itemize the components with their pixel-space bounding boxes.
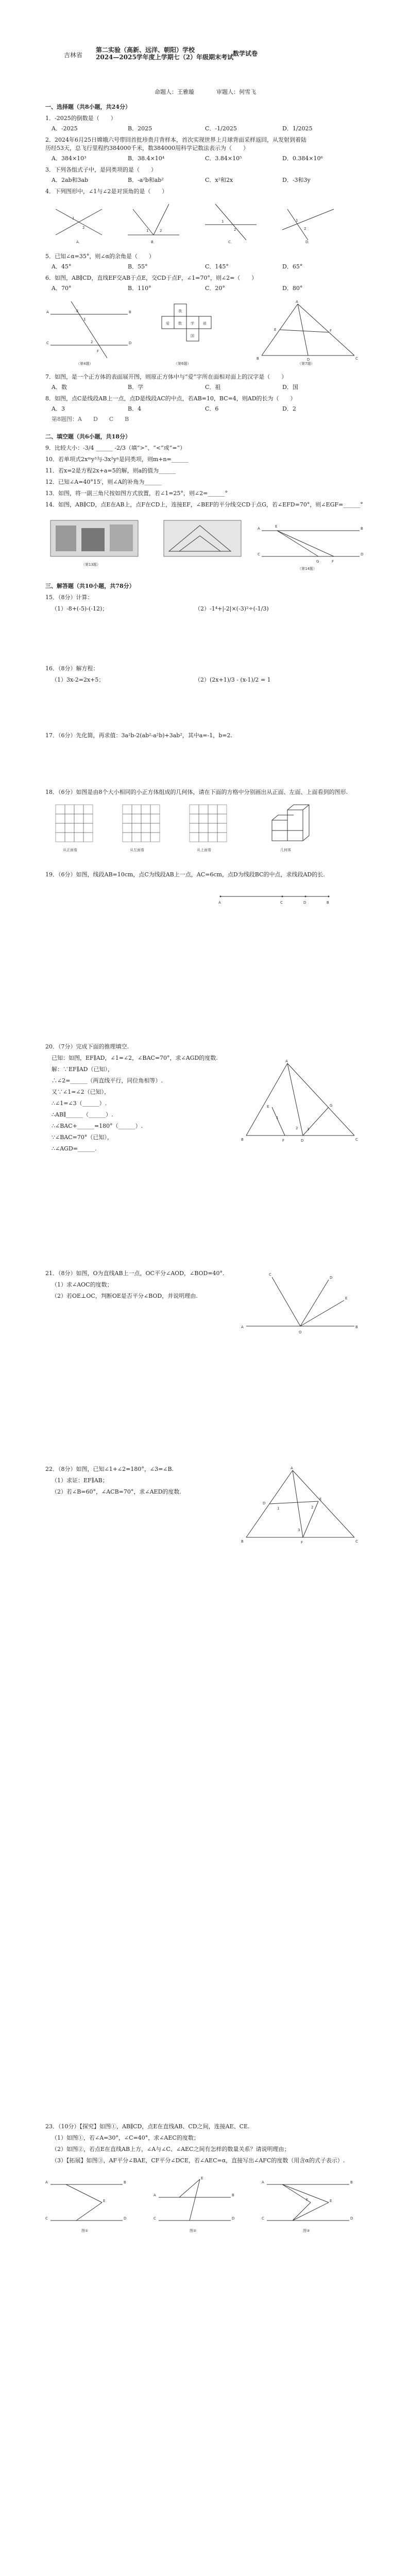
svg-text:E: E xyxy=(76,309,79,313)
q8-option-d[interactable]: D．2 xyxy=(282,405,296,412)
q14-text: 14．如图，AB∥CD，点E在AB上，点F在CD上，连接EF，∠BEF的平分线交CD于点G，若∠EFD=70°，则∠EGF=______° xyxy=(45,501,363,508)
q4-figures xyxy=(45,199,364,245)
q2-option-d[interactable]: D．0.384×10⁶ xyxy=(282,155,323,162)
q22-angle-1: 1 xyxy=(277,1506,280,1511)
svg-text:D: D xyxy=(124,2216,127,2221)
q5-stem: 5．已知∠α=35°，则∠α的余角是（ ） xyxy=(45,253,155,260)
svg-text:1: 1 xyxy=(221,219,224,224)
q1-option-b[interactable]: B．2025 xyxy=(128,125,152,132)
q23-figure-2 xyxy=(154,2176,234,2233)
svg-text:D: D xyxy=(361,552,364,556)
q20-label-e: E xyxy=(267,1105,269,1109)
section3-title: 三、解答题（共10小题，共78分） xyxy=(45,583,135,589)
q6-option-c[interactable]: C．20° xyxy=(205,285,225,292)
fig7-label-e: E xyxy=(274,328,277,332)
svg-text:B: B xyxy=(350,2180,353,2184)
q7-option-a[interactable]: A．数 xyxy=(52,384,67,391)
svg-text:1: 1 xyxy=(72,216,75,221)
fig-caption-14: （第14题） xyxy=(298,567,317,571)
q21-label-o: O xyxy=(299,1330,302,1334)
svg-text:F: F xyxy=(332,560,334,564)
q18-grid-front-caption: 从正面看 xyxy=(63,848,77,852)
section-multiple-choice xyxy=(45,103,364,927)
fig-caption-4: （第4题） xyxy=(76,362,93,366)
q15-part1: （1）-8+(-5)-(-12)； xyxy=(52,605,108,612)
q18-grids xyxy=(45,800,364,861)
q23-fig1-caption: 图① xyxy=(81,2229,89,2233)
svg-text:B: B xyxy=(361,527,363,531)
q22-label-d: D xyxy=(263,1501,266,1505)
svg-text:E: E xyxy=(103,2199,106,2203)
q21-label-e: E xyxy=(345,1296,348,1300)
figure-q14-lines xyxy=(258,524,363,571)
q20-label-g: G xyxy=(330,1104,333,1108)
q5-option-c[interactable]: C．145° xyxy=(205,263,229,270)
cube-face-2: 爱 xyxy=(166,321,169,326)
svg-text:A: A xyxy=(258,527,260,531)
q13-text: 13．如图，将一副三角尺按如图方式放置，若∠1=25°，则∠2=______° xyxy=(45,490,228,497)
q21-part1: （1）求∠AOC的度数； xyxy=(52,1281,113,1288)
q15-stem: 15．（8分）计算： xyxy=(45,594,93,601)
q1-option-a[interactable]: A．-2025 xyxy=(52,125,78,132)
q7-stem: 7．如图，是一个正方体的表面展开图，则原正方体中与“爱”字所在面相对面上的汉字是（ ） xyxy=(45,374,287,380)
q21-stem: 21．（8分）如图，O为直线AB上一点，OC平分∠AOD，∠BOD=40°. xyxy=(45,1270,225,1277)
svg-text:A: A xyxy=(154,2193,156,2197)
q4-figure-d xyxy=(282,209,334,244)
q19-label-b: B xyxy=(327,901,329,905)
q8-figure-note: 第8题图：A D C B xyxy=(52,416,129,422)
page2-content xyxy=(45,1043,364,1970)
reviewer: 审题人：何雪飞 xyxy=(216,89,256,95)
q23-part2: （2）如图②，若点E在直线AB上方，∠A与∠C、∠AEC之间有怎样的数量关系？请说明理由； xyxy=(52,2146,290,2153)
svg-text:B: B xyxy=(129,310,131,314)
q20-angle-1: 1 xyxy=(276,1116,279,1120)
fig7-label-b: B xyxy=(257,357,259,361)
svg-text:F: F xyxy=(97,349,99,353)
q20-line-9: ∴∠AGD=______. xyxy=(52,1145,97,1152)
svg-text:2: 2 xyxy=(304,227,306,231)
q8-option-c[interactable]: C．6 xyxy=(205,405,219,412)
q19-stem: 19．（6分）如图，线段AB=10cm，点C为线段AB上一点，AC=6cm，点D为线段BC的中点，求线段AD的长. xyxy=(45,871,325,878)
q4-fig-c-label: C． xyxy=(228,240,234,244)
svg-text:B: B xyxy=(124,2180,126,2184)
q22-angle-2: 2 xyxy=(311,1505,314,1510)
q20-figure xyxy=(241,1058,360,1146)
figure-q13-triangles xyxy=(164,520,241,556)
q5-option-a[interactable]: A．45° xyxy=(52,263,72,270)
q11-text: 11．若x=2是方程2x+a=5的解，则a的值为______ xyxy=(45,467,176,474)
svg-text:D: D xyxy=(232,2216,235,2221)
q21-label-a: A xyxy=(241,1325,244,1329)
q20-angle-2: 2 xyxy=(296,1126,298,1130)
q3-option-d[interactable]: D．-3和3y xyxy=(282,177,311,183)
q4-fig-a-label: A． xyxy=(76,240,82,244)
q23-part3: （3）【拓展】如图③，AF平分∠BAE，CF平分∠DCE，若∠AEC=α，直接写出∠AFC的度数（用含α的式子表示）. xyxy=(52,2157,345,2164)
q21-label-d: D xyxy=(330,1276,333,1280)
q21-label-c: C xyxy=(269,1273,271,1277)
q20-label-f: F xyxy=(282,1139,285,1143)
fig7-label-c: C xyxy=(355,357,358,361)
svg-text:2: 2 xyxy=(160,229,162,233)
q22-label-b: B xyxy=(241,1539,244,1544)
figure-q13-photo xyxy=(50,520,138,567)
q23-stem: 23．（10分）【探究】如图①，AB∥CD，点E在直线AB、CD之间，连接AE、CE. xyxy=(45,2123,250,2130)
q20-angle-3: 3 xyxy=(307,1127,310,1131)
q23-figures xyxy=(45,2174,364,2236)
q22-label-a: A xyxy=(291,1466,293,1470)
q4-figure-c xyxy=(205,204,257,244)
q4-figure-a xyxy=(56,209,102,244)
section1-title: 一、选择题（共8小题，共24分） xyxy=(45,104,131,110)
q23-figure-3 xyxy=(262,2180,353,2233)
svg-text:2: 2 xyxy=(82,226,85,230)
q22-label-c: C xyxy=(355,1539,358,1544)
q5-option-b[interactable]: B．55° xyxy=(128,263,148,270)
q6-option-d[interactable]: D．80° xyxy=(282,285,303,292)
svg-text:C: C xyxy=(46,341,49,345)
figures-row-q4-q6-q7 xyxy=(45,299,364,366)
q19-label-d: D xyxy=(303,901,306,905)
exam-title-line1: 第二实验（高新、远洋、朝阳）学校 xyxy=(96,46,195,54)
q16-part1: （1）3x-2=2x+5； xyxy=(52,676,105,683)
q7-option-c[interactable]: C．祖 xyxy=(205,384,221,391)
q18-grid-front xyxy=(56,805,93,852)
section2-title: 二、填空题（共6小题，共18分） xyxy=(45,433,131,440)
q1-stem: 1．-2025的倒数是（ ） xyxy=(45,115,116,122)
q22-part2: （2）若∠B=60°，∠ACB=70°，求∠AED的度数. xyxy=(52,1488,181,1495)
school-prefix: 吉林省 xyxy=(64,52,83,59)
q23-figure-1 xyxy=(45,2180,126,2233)
q18-solid-caption: 几何体 xyxy=(280,848,291,852)
fig-caption-6: （第6题） xyxy=(174,362,191,366)
svg-text:D: D xyxy=(129,341,132,345)
q19-label-a: A xyxy=(218,901,221,905)
q3-option-b[interactable]: B．-a²b和ab² xyxy=(128,177,164,183)
q22-part1: （1）求证：EF∥AB； xyxy=(52,1477,108,1484)
q19-label-c: C xyxy=(280,901,283,905)
q3-stem: 3．下列各组式子中，是同类项的是（ ） xyxy=(45,166,157,173)
q2-option-c[interactable]: C．3.84×10⁵ xyxy=(205,155,242,162)
q20-stem: 20．（7分）完成下面的推理填空. xyxy=(45,1043,129,1050)
q20-label-b: B xyxy=(241,1138,244,1142)
figures-row-q13-q14 xyxy=(45,515,364,572)
q4-fig-d-label: D． xyxy=(305,240,312,244)
svg-text:A: A xyxy=(45,2180,48,2184)
q21-label-b: B xyxy=(355,1325,358,1329)
fig7-label-a: A xyxy=(296,300,298,304)
cube-face-5: 祖 xyxy=(203,321,207,326)
svg-text:A: A xyxy=(262,2180,264,2184)
q20-label-d: D xyxy=(301,1139,304,1143)
cube-face-1: 我 xyxy=(178,309,182,313)
figure-parallel-lines xyxy=(46,301,131,366)
page3-content xyxy=(45,2123,364,2576)
q20-line-5: ∴∠1=∠3（______）. xyxy=(52,1100,107,1107)
q2-stem-cont: 历经53天，总飞行里程约384000千米，数384000用科学记数法表示为（ ） xyxy=(45,145,249,151)
fig-caption-13: （第13题） xyxy=(81,563,100,567)
q6-stem: 6．如图，AB∥CD，直线EF交AB于点E，交CD于点F，∠1=70°，则∠2=（ ） xyxy=(45,275,258,281)
q1-option-d[interactable]: D．1/2025 xyxy=(282,125,313,132)
q7-option-d[interactable]: D．国 xyxy=(282,384,298,391)
cube-face-3: 数 xyxy=(178,321,182,326)
q5-option-d[interactable]: D．65° xyxy=(282,263,303,270)
svg-text:C: C xyxy=(262,2216,264,2221)
setter: 命题人：王雅璇 xyxy=(155,89,194,95)
q4-stem: 4．下列图形中，∠1与∠2是对顶角的是（ ） xyxy=(45,188,168,195)
svg-text:E: E xyxy=(275,524,278,529)
q23-fig3-caption: 图③ xyxy=(303,2229,310,2233)
svg-text:1: 1 xyxy=(296,218,298,223)
q21-part2: （2）若OE⊥OC，判断OE是否平分∠BOD，并说明理由. xyxy=(52,1293,198,1299)
q15-part2: （2）-1⁴+|-2|×(-3)²÷(-1/3) xyxy=(195,605,269,612)
q20-line-7: ∴∠BAC+______=180°（______）. xyxy=(52,1123,143,1129)
q22-figure xyxy=(241,1465,360,1548)
q9-text: 9．比较大小：-3/4 ______ -2/3（填“>”、“<”或“=”） xyxy=(45,445,186,451)
q8-stem: 8．如图，点C是线段AB上一点，点D是线段AC的中点，若AB=10，BC=4，则AD的长为（ ） xyxy=(45,395,296,402)
q18-grid-top-caption: 从上面看 xyxy=(197,848,211,852)
svg-text:E: E xyxy=(201,2176,203,2180)
svg-text:1: 1 xyxy=(83,317,86,321)
svg-text:B: B xyxy=(232,2193,234,2197)
fig7-label-f: F xyxy=(330,329,332,333)
q23-fig2-caption: 图② xyxy=(190,2229,197,2233)
q23-part1: （1）如图①，若∠A=30°，∠C=40°，求∠AEC的度数； xyxy=(52,2134,199,2141)
cube-face-4: 学 xyxy=(191,321,194,326)
q20-label-a: A xyxy=(285,1059,288,1063)
q17-text: 17．（6分）先化简，再求值：3a²b-2(ab²-a²b)+3ab²，其中a=-1，b=2. xyxy=(45,732,233,739)
q8-option-b[interactable]: B．4 xyxy=(128,405,142,412)
svg-text:E: E xyxy=(330,2199,332,2203)
q2-stem: 2．2024年6月25日嫦娥六号带回首批珍贵月背样本，首次实现世界上月球背面采样返回，从发射到着陆 xyxy=(45,137,306,143)
q7-option-b[interactable]: B．学 xyxy=(128,384,144,391)
q20-label-c: C xyxy=(355,1138,358,1142)
q6-option-b[interactable]: B．110° xyxy=(128,285,151,292)
q20-line-1: 已知：如图，EF∥AD，∠1=∠2，∠BAC=70°，求∠AGD的度数. xyxy=(52,1055,218,1061)
q3-option-c[interactable]: C．x²和2x xyxy=(205,177,233,183)
q20-line-2: 解：∵EF∥AD（已知）， xyxy=(52,1066,114,1073)
svg-text:A: A xyxy=(46,310,49,314)
q3-option-a[interactable]: A．2ab和3ab xyxy=(52,177,89,183)
fig7-label-d: D xyxy=(307,358,310,362)
q2-option-a[interactable]: A．384×10³ xyxy=(52,155,87,162)
svg-text:2: 2 xyxy=(91,340,93,344)
q18-grid-left xyxy=(123,805,160,852)
q16-stem: 16．（8分）解方程： xyxy=(45,665,99,672)
q12-text: 12．已知∠A=40°15′，则∠A的补角为______ xyxy=(45,479,162,485)
q18-grid-top xyxy=(190,805,227,852)
q22-angle-3: 3 xyxy=(298,1528,300,1532)
exam-subject: 数学试卷 xyxy=(233,50,258,57)
q16-part2: （2）(2x+1)/3 - (x-1)/2 = 1 xyxy=(195,676,271,683)
exam-title-line2: 2024—2025学年度上学期七（2）年级期末考试 xyxy=(96,54,234,61)
svg-text:C: C xyxy=(258,552,260,556)
q22-label-e: E xyxy=(319,1497,322,1501)
q18-grid-left-caption: 从左面看 xyxy=(130,848,144,852)
q8-option-a[interactable]: A．3 xyxy=(52,405,65,412)
q20-line-4: 又∵∠1=∠2（已知）， xyxy=(52,1089,110,1095)
svg-text:1: 1 xyxy=(146,229,149,233)
figure-cube-net xyxy=(162,304,211,366)
svg-text:C: C xyxy=(154,2216,156,2221)
q22-label-f: F xyxy=(301,1540,303,1545)
figure-triangle xyxy=(257,300,358,366)
svg-text:F: F xyxy=(306,2198,309,2202)
svg-text:D: D xyxy=(350,2216,353,2221)
q1-option-c[interactable]: C．-1/2025 xyxy=(205,125,237,132)
svg-text:C: C xyxy=(45,2216,48,2221)
q22-stem: 22．（8分）如图，已知∠1+∠2=180°，∠3=∠B. xyxy=(45,1466,174,1472)
cube-face-6: 国 xyxy=(191,334,194,338)
q20-line-6: ∴AB∥______（______）. xyxy=(52,1111,113,1118)
q19-segment-figure xyxy=(215,886,339,907)
q4-fig-b-label: B． xyxy=(151,240,157,244)
q2-option-b[interactable]: B．38.4×10⁴ xyxy=(128,155,165,162)
svg-text:G: G xyxy=(316,560,319,564)
q20-line-8: ∵∠BAC=70°（已知）， xyxy=(52,1134,113,1141)
q18-stem: 18．（6分）如图是由8个大小相同的小正方体组成的几何体，请在下面的方格中分别画出从正面、左面、上面看到的图形. xyxy=(45,789,348,795)
fig-caption-7: （第7题） xyxy=(298,362,315,366)
q21-figure xyxy=(241,1269,360,1342)
svg-text:2: 2 xyxy=(234,228,236,232)
q18-solid xyxy=(272,805,309,852)
q6-option-a[interactable]: A．70° xyxy=(52,285,72,292)
q4-figure-b xyxy=(128,204,179,244)
q10-text: 10．若单项式2xᵐy³与-3x²yⁿ是同类项，则m+n=______ xyxy=(45,456,189,463)
q20-line-3: ∴∠2=______（两直线平行，同位角相等）. xyxy=(52,1077,163,1084)
